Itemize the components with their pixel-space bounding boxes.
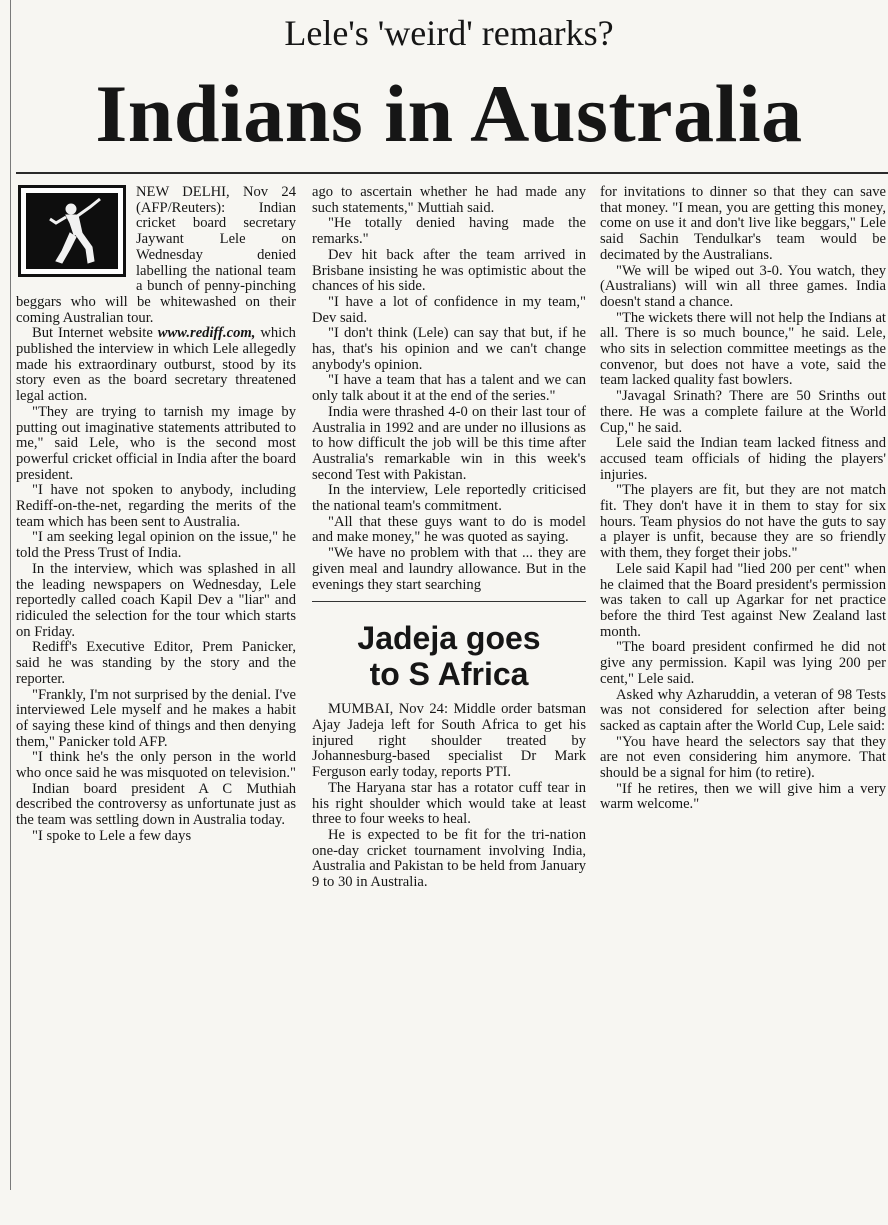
main-headline: Indians in Australia (95, 68, 803, 159)
paragraph: Lele said the Indian team lacked fitness and accused team officials of hiding the players' injuries. (600, 435, 886, 483)
article-column-3 (600, 185, 886, 813)
paragraph: MUMBAI, Nov 24: Middle order batsman Ajay Jadeja left for South Africa to get his injured right shoulder treated by Johannesburg-based specialist Dr Mark Ferguson early today, reports PTI. (312, 701, 586, 781)
paragraph: In the interview, which was splashed in all the leading newspapers on Wednesday, Lele reportedly called coach Kapil Dev a "liar" and ridiculed the selection for the tour which starts on Friday. (16, 560, 296, 640)
paragraph: "If he retires, then we will give him a very warm welcome." (600, 780, 886, 813)
paragraph: "Javagal Srinath? There are 50 Srinths out there. He was a complete failure at the World Cup," he said. (600, 388, 886, 436)
paragraph: "I am seeking legal opinion on the issue," he told the Press Trust of India. (16, 529, 296, 562)
paragraph: "We have no problem with that ... they are given meal and laundry allowance. But in the evenings they start searching (312, 545, 586, 593)
story-divider (312, 601, 586, 602)
headline-divider (16, 172, 888, 174)
paragraph: He is expected to be fit for the tri-nation one-day cricket tournament involving India, Australia and Pakistan to be held from January 9 to 30 in Australia. (312, 826, 586, 891)
paragraph: for invitations to dinner so that they can save that money. "I mean, you are getting this money, come on use it and don't live like beggars," Lele said Sachin Tendulkar's team would be decimated by the Australians. (600, 184, 886, 263)
paragraph: "The board president confirmed he did not give any permission. Kapil was lying 200 per cent," Lele said. (600, 639, 886, 687)
paragraph: "I think he's the only person in the world who once said he was misquoted on television." (16, 749, 296, 782)
paragraph: India were thrashed 4-0 on their last tour of Australia in 1992 and are under no illusions as to how difficult the job will be this time after Australia's remarkable win in this week's second Test with Pakistan. (312, 403, 586, 483)
article-column-2 (312, 185, 586, 891)
paragraph: ago to ascertain whether he had made any such statements," Muttiah said. (312, 184, 586, 216)
article-column-1 (16, 185, 296, 845)
paragraph: Indian board president A C Muthiah described the controversy as unfortunate just as the team was settling down in Australia today. (16, 780, 296, 829)
paragraph: Dev hit back after the team arrived in Brisbane insisting he was optimistic about the chances of his side. (312, 246, 586, 295)
paragraph: "The players are fit, but they are not match fit. They don't have it in them to stay for six hours. Team physios do not have the guts to say a player is unfit, because they are so friendly with them, they forget their jobs." (600, 482, 886, 562)
paragraph: "Frankly, I'm not surprised by the denial. I've interviewed Lele myself and he makes a habit of saying these kind of things and then denying them," Panicker told AFP. (16, 686, 296, 750)
paragraph: The Haryana star has a rotator cuff tear in his right shoulder which would take at least three to four weeks to heal. (312, 779, 586, 828)
paragraph: "I have a lot of confidence in my team," Dev said. (312, 293, 586, 326)
paragraph: "He totally denied having made the remarks." (312, 215, 586, 248)
paragraph: "We will be wiped out 3-0. You watch, they (Australians) will win all three games. India doesn't stand a chance. (600, 262, 886, 310)
paragraph: "I don't think (Lele) can say that but, if he has, that's his opinion and we can't change anybody's opinion. (312, 325, 586, 373)
batsman-silhouette (26, 193, 118, 269)
paragraph (16, 326, 296, 405)
paragraph: "You have heard the selectors say that they are not even considering him anymore. That should be a signal for him (to retire). (600, 733, 886, 782)
paragraph: Lele said Kapil had "lied 200 per cent" when he claimed that the Board president's permission was taken to call up Agarkar for net practice before the third Test against New Zealand last month. (600, 560, 886, 640)
paragraph: "All that these guys want to do is model and make money," he was quoted as saying. (312, 513, 586, 546)
paragraph-lead: But Internet website (32, 325, 158, 342)
dateline: NEW DELHI, Nov 24 (AFP/Reuters): (136, 184, 296, 216)
sub-headline-line: to S Africa (369, 656, 529, 693)
sub-headline (312, 620, 586, 692)
paragraph: Asked why Azharuddin, a veteran of 98 Tests was not considered for selection after being sacked as captain after the World Cup, Lele said: (600, 686, 886, 734)
paragraph: "I have a team that has a talent and we can only talk about it at the end of the series." (312, 372, 586, 405)
paragraph: Indian cricket board secretary Jaywant Lele on Wednesday denied labelling the national team a bunch of penny-pinching beggars who will be whitewashed on their coming Australian tour. (16, 199, 296, 326)
paragraph: "I spoke to Lele a few days (32, 827, 192, 844)
cricket-batsman-icon (26, 193, 118, 269)
newspaper-clipping (10, 0, 888, 1190)
photo-frame (18, 185, 126, 277)
paragraph: "I have not spoken to anybody, including Rediff-on-the-net, regarding the merits of the team which has been sent to Australia. (16, 482, 296, 530)
paragraph-rest: which published the interview in which Lele allegedly made his extraordinary outburst, stood by its story even as the board secretary threatened legal action. (16, 325, 296, 405)
paragraph: "They are trying to tarnish my image by putting out imaginative statements attributed to me," said Lele, who is the second most powerful cricket official in India after the board president. (16, 403, 296, 483)
paragraph: In the interview, Lele reportedly criticised the national team's commitment. (312, 482, 586, 515)
paragraph: "The wickets there will not help the Indians at all. There is so much bounce," he said. Lele, who sits in selection committee meetings as the convenor, but does not have a vote, said the team lacked quality fast bowlers. (600, 309, 886, 389)
kicker-headline: Lele's 'weird' remarks? (284, 13, 614, 53)
sub-headline-line: Jadeja goes (357, 620, 541, 657)
website-link: www.rediff.com, (157, 325, 256, 342)
paragraph: Rediff's Executive Editor, Prem Panicker, said he was standing by the story and the reporter. (16, 639, 296, 687)
